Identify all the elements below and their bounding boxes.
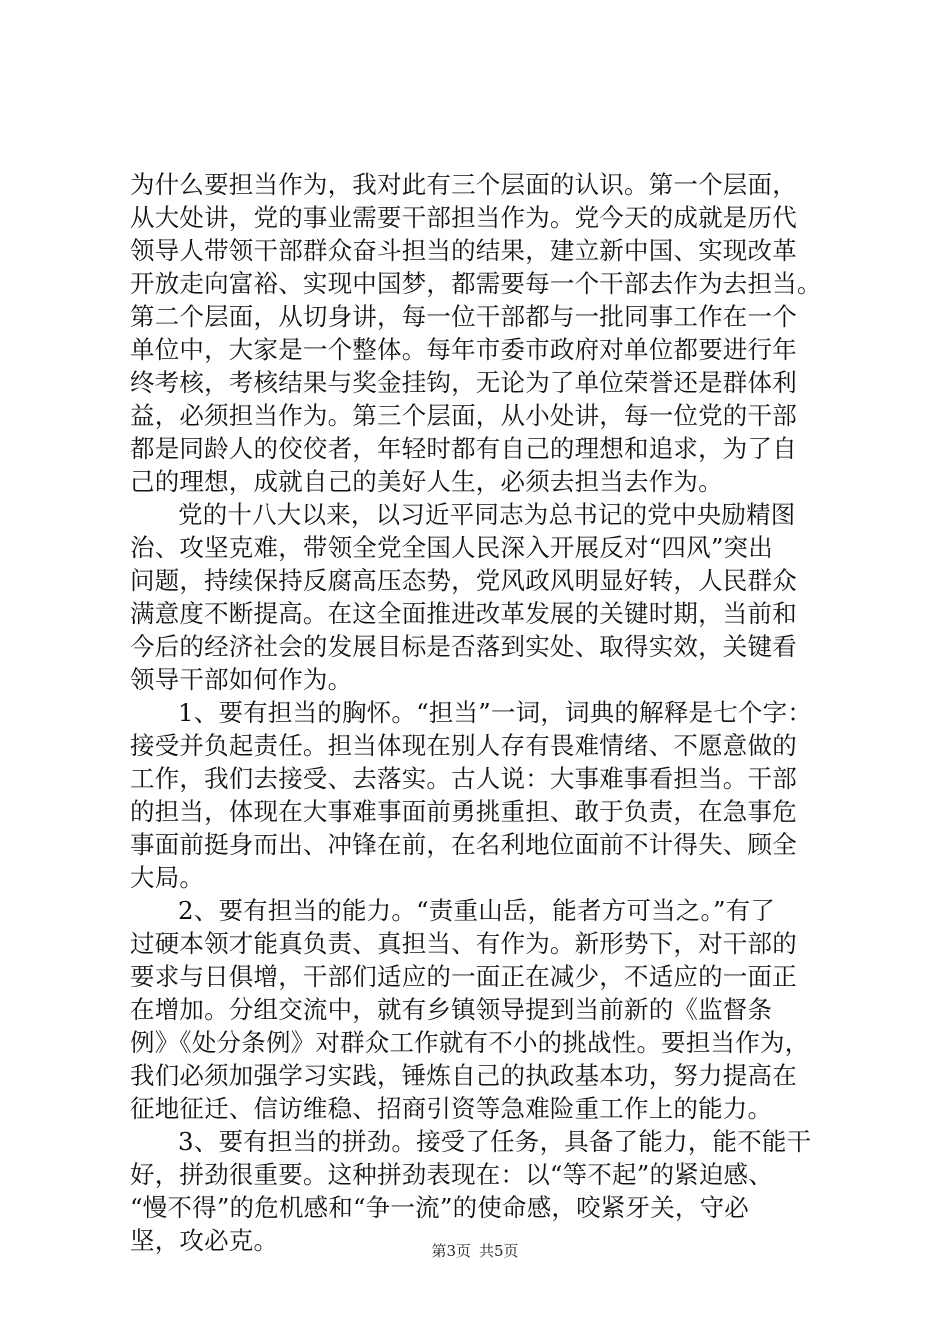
text-line: 益，必须担当作为。第三个层面，从小处讲，每一位党的干部 [130,401,797,430]
text-line: 治、攻坚克难，带领全党全国人民深入开展反对“四风”突出 [130,533,773,562]
text-line: 要求与日俱增，干部们适应的一面正在减少，不适应的一面正 [130,962,797,991]
text-line: 为什么要担当作为，我对此有三个层面的认识。第一个层面， [130,170,797,199]
page-total: 共5页 [479,1242,519,1260]
body-text [130,168,836,1257]
text-line: 第二个层面，从切身讲，每一位干部都与一批同事工作在一个 [130,302,797,331]
text-line: 工作，我们去接受、去落实。古人说：大事难事看担当。干部 [130,764,797,793]
text-line: 己的理想，成就自己的美好人生，必须去担当去作为。 [130,467,723,496]
text-line: 从大处讲，党的事业需要干部担当作为。党今天的成就是历代 [130,203,797,232]
text-line: 好，拼劲很重要。这种拼劲表现在：以“等不起”的紧迫感、 [130,1160,773,1189]
text-line: 征地征迁、信访维稳、招商引资等急难险重工作上的能力。 [130,1094,773,1123]
text-line: 都是同龄人的佼佼者，年轻时都有自己的理想和追求，为了自 [130,434,797,463]
page-footer [0,1240,950,1261]
text-line: 事面前挺身而出、冲锋在前，在名利地位面前不计得失、顾全 [130,830,797,859]
paragraph-start-line: 3、要有担当的拼劲。接受了任务，具备了能力，能不能干 [178,1127,812,1156]
text-line: 单位中，大家是一个整体。每年市委市政府对单位都要进行年 [130,335,797,364]
text-line: “慢不得”的危机感和“争一流”的使命感，咬紧牙关，守必 [130,1193,749,1222]
text-line: 在增加。分组交流中，就有乡镇领导提到当前新的《监督条 [130,995,773,1024]
text-line: 接受并负起责任。担当体现在别人存有畏难情绪、不愿意做的 [130,731,797,760]
text-line: 领导人带领干部群众奋斗担当的结果，建立新中国、实现改革 [130,236,797,265]
paragraph-start-line: 1、要有担当的胸怀。“担当”一词，词典的解释是七个字： [178,698,813,727]
text-line: 领导干部如何作为。 [130,665,353,694]
page-number: 第3页 [431,1242,471,1260]
text-line: 坚，攻必克。 [130,1226,279,1255]
text-line: 满意度不断提高。在这全面推进改革发展的关键时期，当前和 [130,599,797,628]
text-line: 例》《处分条例》对群众工作就有不小的挑战性。要担当作为， [130,1028,810,1057]
text-line: 的担当，体现在大事难事面前勇挑重担、敢于负责，在急事危 [130,797,797,826]
text-line: 终考核，考核结果与奖金挂钩，无论为了单位荣誉还是群体利 [130,368,797,397]
paragraph-start-line: 2、要有担当的能力。“责重山岳，能者方可当之。”有了 [178,896,776,925]
text-line: 问题，持续保持反腐高压态势，党风政风明显好转，人民群众 [130,566,797,595]
paragraph-start-line: 党的十八大以来，以习近平同志为总书记的党中央励精图 [178,500,796,529]
text-line: 开放走向富裕、实现中国梦，都需要每一个干部去作为去担当。 [130,269,822,298]
text-line: 我们必须加强学习实践，锤炼自己的执政基本功，努力提高在 [130,1061,797,1090]
text-line: 过硬本领才能真负责、真担当、有作为。新形势下，对干部的 [130,929,797,958]
text-line: 今后的经济社会的发展目标是否落到实处、取得实效，关键看 [130,632,797,661]
text-line: 大局。 [130,863,205,892]
